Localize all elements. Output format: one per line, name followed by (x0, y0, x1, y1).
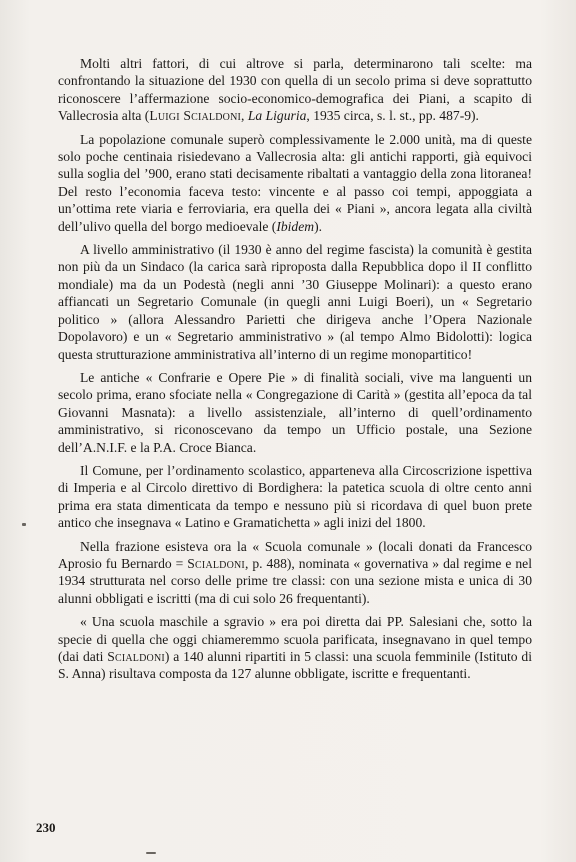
text-segment: ) a 140 alunni ripartiti in 5 classi: una scuola femminile (Istituto di S. Anna) risultava composta da 127 alunne obbligate, iscritte e frequentanti. (58, 649, 532, 682)
body-text (58, 55, 532, 689)
text-segment: , 1935 circa, s. l. st., pp. 487-9). (306, 108, 479, 124)
print-speck (22, 523, 26, 526)
paragraph (58, 55, 532, 125)
text-segment: , (241, 108, 248, 124)
paragraph (58, 613, 532, 683)
paragraph (58, 131, 532, 235)
text-segment: , p. 488), nominata « governativa » dal regime e nel 1934 strutturata nel corso delle prime tre classi: con una sezione mista e unica di 30 alunni obbligati e iscritti (ma di cui solo 26 frequentanti). (58, 555, 532, 606)
text-segment: ). (314, 218, 323, 234)
paragraph (58, 241, 532, 363)
text-segment: Le antiche « Confrarie e Opere Pie » di finalità sociali, vive ma languenti un secolo prima, erano sfociate nella « Congregazione di Carità » (gestita all’epoca da tal Giovanni Masnata): a livello assistenziale, all’interno di quell’ordinamento amministrativo, si riconoscevano da tempo un Ufficio postale, una Sezione dell’A.N.I.F. e la P.A. Croce Bianca. (58, 369, 532, 455)
author-name: Luigi Scialdoni (149, 108, 242, 124)
italic-title: La Liguria (247, 108, 307, 124)
text-segment: « Una scuola maschile a sgravio » era poi diretta dai PP. Salesiani che, sotto la specie di quella che oggi chiameremmo scuola parificata, insegnavano in quel tempo (dai dati (58, 614, 532, 664)
author-name: Scialdoni (187, 555, 245, 571)
text-segment: Il Comune, per l’ordinamento scolastico, apparteneva alla Circoscrizione ispettiva di Imperia e al Circolo direttivo di Bordighera: la patetica scuola di oltre cento anni prima era stata dimenticata da tempo e nessuno più si ricordava di quel buon prete antico che insegnava « Latino e Gramatichetta » agli inizi del 1800. (58, 462, 532, 531)
paragraph (58, 462, 532, 532)
paragraph (58, 538, 532, 608)
italic-title: Ibidem (276, 218, 315, 234)
text-segment: La popolazione comunale superò complessivamente le 2.000 unità, ma di queste solo poche centinaia risiedevano a Vallecrosia alta: gli antichi rapporti, già equivoci sulla soglia del ’900, erano stati decisamente ribaltati a vantaggio della zona litoranea! Del resto l’economia faceva testo: vincente e al passo coi tempi, appoggiata a un’ottima rete viaria e ferroviaria, era quella dei « Piani », ancora legata alla civiltà dell’ulivo quella del borgo medioevale ( (58, 131, 532, 234)
page-number: 230 (36, 820, 56, 835)
paragraph (58, 369, 532, 456)
text-segment: A livello amministrativo (il 1930 è anno del regime fascista) la comunità è gestita non più da un Sindaco (la carica sarà riproposta dalla Repubblica dopo il II conflitto mondiale) ma da un Podestà (negli anni ’30 Giuseppe Molinari): a questo erano affiancati un Segretario Comunale (in quegli anni Luigi Boeri), un « Segretario politico » (allora Alessandro Parietti che dirigeva anche l’Opera Nazionale Dopolavoro) e un « Segretario amministrativo » (al tempo Almo Bidolotti): logica questa strutturazione amministrativa all’interno di un regime monopartitico! (58, 242, 532, 362)
author-name: Scialdoni (107, 649, 165, 664)
print-speck (146, 852, 156, 854)
text-segment: Molti altri fattori, di cui altrove si parla, determinarono tali scelte: ma confrontando la situazione del 1930 con quella di un secolo prima si deve soprattutto riconoscere l’affermazione socio-economico-demografica dei Piani, a scapito di Vallecrosia alta ( (58, 56, 532, 124)
text-segment: Nella frazione esisteva ora la « Scuola comunale » (locali donati da Francesco Aprosio fu Bernardo = (58, 538, 532, 571)
